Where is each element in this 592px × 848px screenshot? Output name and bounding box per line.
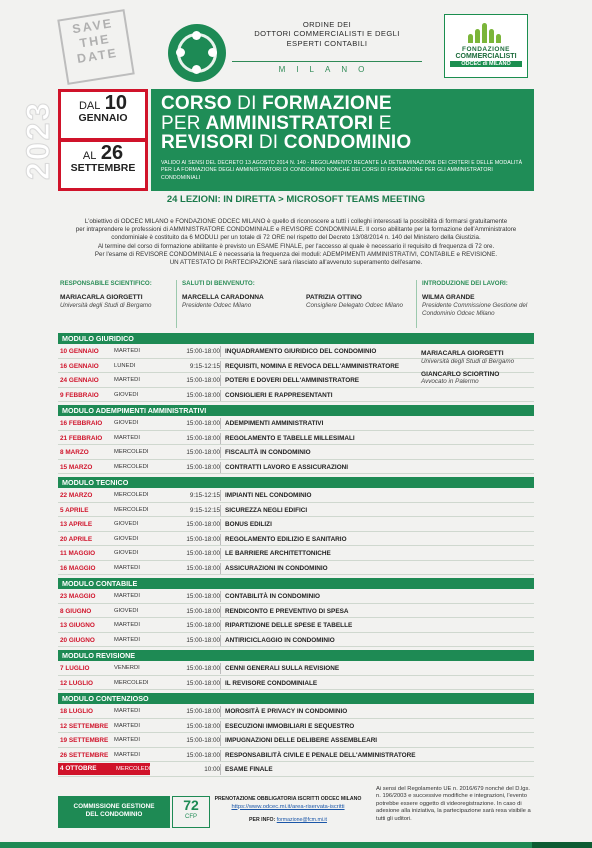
lesson-date: 4 OTTOBRE	[58, 763, 150, 775]
date-range	[58, 89, 148, 191]
lesson-time: 9:15-12:15	[189, 506, 220, 514]
lesson-weekday: MARTEDI	[114, 564, 140, 571]
lesson-date: 23 MAGGIO	[60, 593, 96, 600]
info-label: PER INFO:	[249, 817, 276, 823]
lesson-subject: MOROSITÀ E PRIVACY IN CONDOMINIO	[225, 708, 348, 715]
opening-speaker	[422, 280, 534, 318]
module-header: MODULO REVISIONE	[58, 650, 534, 661]
s2-role: Consigliere Delegato Odcec Milano	[306, 302, 403, 309]
lesson-subject: CONSIGLIERI E RAPPRESENTANTI	[225, 391, 333, 399]
lesson-time: 10:00	[204, 766, 220, 773]
schedule-row	[58, 733, 534, 748]
lesson-weekday: MERCOLEDI	[114, 506, 149, 513]
lesson-weekday: MARTEDI	[114, 593, 140, 599]
lesson-time: 15:00-18:00	[186, 722, 220, 730]
lesson-subject: POTERI E DOVERI DELL'AMMINISTRATORE	[225, 377, 360, 384]
lesson-date: 18 LUGLIO	[60, 708, 94, 715]
fondazione-logo	[444, 14, 528, 78]
lesson-time: 15:00-18:00	[186, 622, 220, 629]
lesson-date: 13 GIUGNO	[60, 622, 95, 629]
schedule-row	[58, 561, 534, 576]
lesson-date: 26 SETTEMBRE	[60, 751, 109, 759]
intro-line: UN ATTESTATO DI PARTECIPAZIONE sarà rilasciato all'avvenuto superamento dell'esame.	[169, 259, 423, 267]
lesson-date: 19 SETTEMBRE	[60, 737, 109, 744]
ordine-divider	[232, 61, 422, 62]
cfp-unit: CFP	[185, 814, 197, 820]
lesson-weekday: GIOVEDI	[114, 535, 139, 542]
end-month: SETTEMBRE	[70, 162, 136, 174]
lesson-time: 15:00-18:00	[186, 377, 220, 384]
schedule-row	[58, 431, 534, 446]
lesson-subject: ESAME FINALE	[225, 766, 273, 773]
ordine-name	[232, 20, 422, 74]
schedule-row	[58, 546, 534, 561]
lesson-subject: RENDICONTO E PREVENTIVO DI SPESA	[225, 607, 349, 615]
lesson-date: 20 APRILE	[60, 535, 93, 543]
module-header: MODULO CONTABILE	[58, 578, 534, 589]
s1-role: Presidente Odcec Milano	[182, 302, 252, 309]
info-email-link[interactable]: formazione@fcm.mi.it	[276, 817, 327, 823]
lesson-subject: REQUISITI, NOMINA E REVOCA DELL'AMMINISTRATORE	[225, 362, 400, 370]
lesson-subject: IL REVISORE CONDOMINIALE	[225, 679, 318, 687]
title-word: E	[378, 112, 392, 134]
lesson-weekday: MARTEDI	[114, 636, 140, 643]
intro-line: Per l'esame di REVISORE CONDOMINIALE è necessaria la frequenza dei moduli: ADEMPIMENTI AMMINISTRATIVI, CONTABILE e REVISIONE.	[94, 250, 498, 258]
lesson-weekday: GIOVEDI	[114, 607, 139, 614]
lesson-weekday: MERCOLEDI	[114, 463, 149, 470]
schedule-row	[58, 618, 534, 633]
resp-heading: RESPONSABILE SCIENTIFICO:	[60, 280, 152, 287]
lesson-date: 16 MAGGIO	[60, 564, 96, 572]
lesson-date: 8 MARZO	[60, 449, 89, 456]
lesson-time: 15:00-18:00	[186, 420, 220, 427]
title-word: REVISORI	[161, 132, 254, 153]
resp-name: MARIACARLA GIORGETTI	[60, 294, 143, 301]
cfp-number: 72	[183, 797, 199, 813]
privacy-notice: Ai sensi del Regolamento UE n. 2016/679 nonché del D.lgs. n. 196/2003 e successive modifiche e integrazioni, l'evento potrebbe essere oggetto di videoregistrazione. In caso di adesione alla iniziativa, la partecipazione sarà resa visibile a tutti gli uditori.	[376, 786, 531, 822]
lesson-subject: ANTIRICICLAGGIO IN CONDOMINIO	[225, 636, 335, 644]
lesson-subject: RIPARTIZIONE DELLE SPESE E TABELLE	[225, 622, 353, 629]
lesson-date: 12 SETTEMBRE	[60, 722, 109, 730]
schedule-row	[58, 604, 534, 619]
lesson-time: 15:00-18:00	[186, 593, 220, 600]
lesson-time: 15:00-18:00	[186, 391, 220, 399]
schedule-row	[58, 661, 534, 676]
lesson-time: 15:00-18:00	[186, 348, 220, 355]
title-word: AMMINISTRATORI	[205, 112, 374, 134]
registration-label: PRENOTAZIONE OBBLIGATORIA ISCRITTI ODCEC MILANO	[214, 796, 362, 802]
lesson-time: 9:15-12:15	[189, 362, 220, 370]
resp-role: Università degli Studi di Bergamo	[60, 302, 152, 309]
lesson-date: 16 GENNAIO	[60, 362, 99, 370]
lesson-date: 15 MARZO	[60, 463, 93, 471]
end-day: 26	[100, 142, 124, 164]
commission-line: DEL CONDOMINIO	[85, 811, 143, 818]
lesson-weekday: MARTEDI	[114, 751, 140, 758]
lessons-format: 24 LEZIONI: IN DIRETTA > MICROSOFT TEAMS MEETING	[166, 194, 426, 205]
start-month: GENNAIO	[78, 112, 128, 124]
ordine-line: DOTTORI COMMERCIALISTI E DEGLI	[254, 29, 400, 39]
module-speakers	[421, 350, 533, 391]
lesson-time: 15:00-18:00	[186, 636, 220, 644]
commission-line: COMMISSIONE GESTIONE	[73, 803, 155, 810]
ordine-logo-icon	[168, 24, 226, 82]
lesson-subject: ESECUZIONI IMMOBILIARI E SEQUESTRO	[225, 722, 355, 730]
lesson-time: 9:15-12:15	[189, 492, 220, 499]
ordine-line: ESPERTI CONTABILI	[286, 38, 368, 48]
lesson-subject: IMPUGNAZIONI DELLE DELIBERE ASSEMBLEARI	[225, 737, 378, 744]
lesson-time: 15:00-18:00	[186, 434, 220, 442]
end-prefix: AL	[82, 150, 97, 162]
people-section	[58, 280, 534, 328]
schedule-row	[58, 503, 534, 518]
lesson-weekday: MERCOLEDI	[116, 766, 151, 772]
module-header: MODULO TECNICO	[58, 477, 534, 488]
module-header: MODULO CONTENZIOSO	[58, 693, 534, 704]
modules-list	[58, 333, 534, 777]
saluti-heading: SALUTI DI BENVENUTO:	[182, 280, 255, 287]
lesson-weekday: GIOVEDI	[114, 420, 139, 426]
lesson-date: 21 FEBBRAIO	[60, 434, 103, 442]
schedule-row	[58, 762, 534, 777]
bottom-bar	[0, 842, 592, 848]
lesson-subject: FISCALITÀ IN CONDOMINIO	[225, 449, 311, 456]
schedule-row	[58, 676, 534, 691]
scientific-director	[60, 280, 170, 310]
intro-heading: INTRODUZIONE DEI LAVORI:	[422, 280, 508, 287]
end-date	[61, 142, 145, 188]
ordine-line: ORDINE DEI	[302, 20, 352, 29]
start-day: 10	[104, 92, 128, 114]
speaker	[421, 350, 533, 366]
schedule-row	[58, 589, 534, 604]
speaker-name: GIANCARLO SCIORTINO	[421, 370, 500, 378]
lesson-date: 13 APRILE	[60, 521, 93, 528]
speaker-role: Università degli Studi di Bergamo	[421, 357, 515, 365]
schedule-row	[58, 460, 534, 475]
lesson-weekday: MARTEDI	[114, 737, 140, 743]
lesson-time: 15:00-18:00	[186, 535, 220, 543]
lesson-weekday: VENERDI	[114, 665, 140, 671]
lesson-subject: ASSICURAZIONI IN CONDOMINIO	[225, 564, 328, 572]
commission-badge	[58, 796, 170, 828]
lesson-date: 24 GENNAIO	[60, 377, 99, 384]
schedule-row	[58, 704, 534, 719]
schedule-row	[58, 416, 534, 431]
speaker	[421, 371, 533, 387]
lesson-date: 7 LUGLIO	[60, 665, 90, 672]
fondazione-line: FONDAZIONE	[462, 46, 510, 53]
legal-reference: VALIDO AI SENSI DEL DECRETO 13 AGOSTO 2014 N. 140 - REGOLAMENTO RECANTE LA DETERMINAZIONE DEI CRITERI E DELLE MODALITÀ PER LA FORMAZIONE DEGLI AMMINISTRATORI DI CONDOMINIO NONCHÉ DEI CORSI DI FORMAZIONE PER GLI AMMINISTRATORI CONDOMINIALI	[161, 159, 523, 181]
lesson-weekday: MARTEDI	[114, 622, 140, 628]
title-word: DI	[258, 132, 279, 153]
lesson-date: 11 MAGGIO	[60, 550, 96, 557]
save-the-date-stamp	[57, 9, 134, 85]
lesson-subject: BONUS EDILIZI	[225, 521, 272, 528]
lesson-weekday: MARTEDI	[114, 434, 140, 441]
title-word: PER	[161, 112, 201, 134]
s2-name: PATRIZIA OTTINO	[306, 294, 362, 301]
lesson-time: 15:00-18:00	[186, 679, 220, 687]
fondazione-mark-icon	[464, 19, 508, 43]
lesson-weekday: MARTEDI	[114, 377, 140, 383]
intro-line: condominiale è costituito da 6 MODULI per un totale di 72 ORE nel rispetto del Decreto 13/08/2014 n. 140 del Ministero della Giustizia.	[111, 234, 481, 242]
fondazione-line: COMMERCIALISTI	[455, 53, 517, 60]
registration-link[interactable]: https://www.odcec.mi.it/area-riservata-iscritti	[231, 803, 345, 810]
lesson-time: 15:00-18:00	[186, 665, 220, 672]
lesson-subject: CONTABILITÀ IN CONDOMINIO	[225, 593, 321, 600]
lesson-subject: SICUREZZA NEGLI EDIFICI	[225, 506, 308, 514]
start-prefix: DAL	[78, 100, 101, 112]
s1-name: MARCELLA CARADONNA	[182, 294, 264, 301]
lesson-subject: REGOLAMENTO EDILIZIO E SANITARIO	[225, 535, 347, 543]
lesson-weekday: MERCOLEDI	[114, 492, 149, 498]
lesson-subject: CENNI GENERALI SULLA REVISIONE	[225, 665, 340, 672]
stamp-line: SAVE	[71, 16, 115, 37]
intro-line: L'obiettivo di ODCEC MILANO e FONDAZIONE ODCEC MILANO è quello di riconoscere a tutti i colleghi interessati la possibilità di formarsi gratuitamente	[84, 218, 508, 225]
lesson-weekday: GIOVEDI	[114, 391, 139, 398]
lesson-time: 15:00-18:00	[186, 737, 220, 744]
stamp-line: DATE	[76, 45, 119, 67]
intro-line: per intraprendere le professioni di AMMINISTRATORE CONDOMINIALE e REVISORE CONDOMINIALE. Il corso abilitante per la formazione dell'Amministratore	[75, 226, 517, 234]
lesson-weekday: GIOVEDI	[114, 521, 139, 527]
i-name: WILMA GRANDE	[422, 294, 475, 301]
schedule-row	[58, 748, 534, 763]
lesson-subject: RESPONSABILITÀ CIVILE E PENALE DELL'AMMINISTRATORE	[225, 751, 416, 759]
cfp-badge	[172, 796, 210, 828]
module-header: MODULO ADEMPIMENTI AMMINISTRATIVI	[58, 405, 534, 416]
welcome-speakers	[182, 280, 412, 309]
lesson-date: 8 GIUGNO	[60, 607, 92, 615]
lesson-time: 15:00-18:00	[186, 751, 220, 759]
start-date	[61, 92, 145, 138]
intro-line: Al termine del corso di formazione abilitante è previsto un ESAME FINALE, per l'accesso al quale è necessario il requisito di frequenza di 72 ore.	[97, 242, 495, 250]
lesson-subject: REGOLAMENTO E TABELLE MILLESIMALI	[225, 434, 355, 442]
lesson-time: 15:00-18:00	[186, 708, 220, 715]
speaker-role: Avvocato in Palermo	[421, 378, 479, 386]
schedule-row	[58, 532, 534, 547]
course-intro	[62, 218, 530, 267]
lesson-date: 10 GENNAIO	[60, 348, 99, 355]
stamp-line: THE	[78, 31, 112, 51]
lesson-subject: ADEMPIMENTI AMMINISTRATIVI	[225, 420, 324, 427]
lesson-date: 5 APRILE	[60, 506, 89, 514]
lesson-weekday: MARTEDI	[114, 722, 140, 729]
lesson-date: 9 FEBBRAIO	[60, 391, 99, 399]
course-program	[58, 330, 534, 777]
speaker-name: MARIACARLA GIORGETTI	[421, 350, 504, 357]
lesson-time: 15:00-18:00	[186, 449, 220, 456]
lesson-date: 16 FEBBRAIO	[60, 420, 103, 427]
lesson-date: 12 LUGLIO	[60, 679, 94, 687]
schedule-row	[58, 517, 534, 532]
footer	[0, 780, 592, 848]
course-title	[161, 94, 524, 153]
lesson-weekday: LUNEDI	[114, 362, 136, 369]
schedule-row	[58, 719, 534, 734]
course-title-box	[151, 89, 534, 191]
module-header: MODULO GIURIDICO	[58, 333, 534, 344]
lesson-weekday: MERCOLEDI	[114, 449, 149, 455]
lesson-time: 15:00-18:00	[186, 607, 220, 615]
lesson-weekday: MERCOLEDI	[114, 679, 149, 686]
lesson-date: 20 GIUGNO	[60, 636, 95, 644]
lesson-time: 15:00-18:00	[186, 521, 220, 528]
lesson-subject: CONTRATTI LAVORO E ASSICURAZIONI	[225, 463, 349, 471]
fondazione-line: ODCEC di MILANO	[450, 61, 522, 67]
ordine-city: MILANO	[278, 64, 376, 74]
schedule-row	[58, 633, 534, 648]
lesson-weekday: MARTEDI	[114, 708, 140, 714]
lesson-weekday: MARTEDI	[114, 348, 140, 354]
lesson-time: 15:00-18:00	[186, 550, 220, 557]
lesson-time: 15:00-18:00	[186, 463, 220, 471]
title-word: DI	[237, 93, 257, 114]
lesson-time: 15:00-18:00	[186, 564, 220, 572]
registration-info	[214, 796, 362, 832]
title-word: CORSO	[161, 93, 232, 114]
i-role: Presidente Commissione Gestione del Condominio Odcec Milano	[422, 302, 528, 317]
lesson-subject: INQUADRAMENTO GIURIDICO DEL CONDOMINIO	[225, 348, 377, 355]
lesson-subject: LE BARRIERE ARCHITETTONICHE	[225, 550, 331, 557]
title-word: CONDOMINIO	[283, 132, 412, 153]
schedule-row	[58, 488, 534, 503]
schedule-row	[58, 445, 534, 460]
lesson-subject: IMPIANTI NEL CONDOMINIO	[225, 492, 312, 499]
title-word: FORMAZIONE	[262, 93, 392, 114]
lesson-date: 22 MARZO	[60, 492, 93, 499]
year-label: 2023	[20, 100, 56, 180]
lesson-weekday: GIOVEDI	[114, 550, 139, 556]
